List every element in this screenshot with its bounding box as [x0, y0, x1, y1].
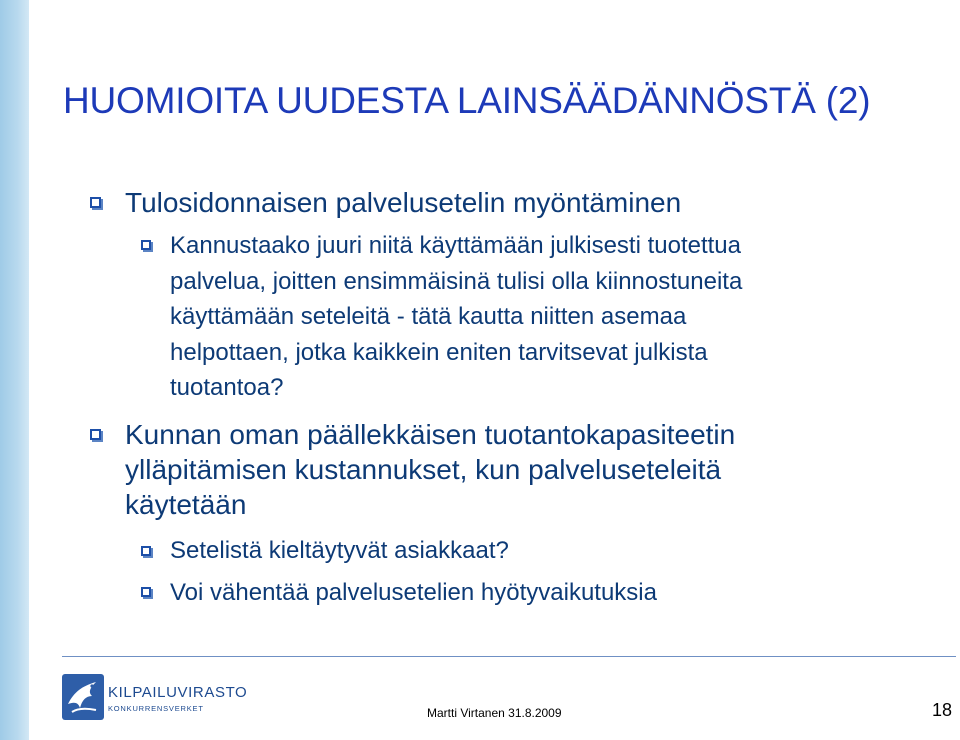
bullet-line: käytetään [125, 489, 247, 520]
logo-name: KILPAILUVIRASTO [108, 684, 248, 701]
footer-author-date: Martti Virtanen 31.8.2009 [427, 706, 562, 720]
square-bullet-icon [90, 429, 101, 440]
sub-bullet-line: Kannustaako juuri niitä käyttämään julkisesti tuotettua [170, 232, 741, 259]
sub-bullet-line: palvelua, joitten ensimmäisinä tulisi olla kiinnostuneita [170, 268, 743, 295]
dove-logo-icon [62, 674, 104, 720]
logo-subtitle: KONKURRENSVERKET [108, 704, 204, 713]
bullet-text: Tulosidonnaisen palvelusetelin myöntäminen [125, 187, 682, 218]
square-bullet-icon [141, 240, 151, 250]
sub-bullet-line: tuotantoa? [170, 374, 284, 401]
square-bullet-icon [90, 197, 101, 208]
bullet-line: ylläpitämisen kustannukset, kun palveluseteleitä [125, 454, 722, 485]
page-number: 18 [931, 700, 952, 720]
sub-bullet-line: Setelistä kieltäytyvät asiakkaat? [170, 537, 509, 564]
footer-divider [62, 656, 956, 657]
sub-bullet-line: helpottaen, jotka kaikkein eniten tarvitsevat julkista [170, 339, 708, 366]
square-bullet-icon [141, 587, 151, 597]
sub-bullet-line: Voi vähentää palvelusetelien hyötyvaikutuksia [170, 579, 657, 606]
square-bullet-icon [141, 546, 151, 556]
kilpailuvirasto-logo [62, 672, 252, 722]
slide-title: HUOMIOITA UUDESTA LAINSÄÄDÄNNÖSTÄ (2) [63, 80, 871, 121]
bullet-line: Kunnan oman päällekkäisen tuotantokapasiteetin [125, 419, 736, 450]
sub-bullet-line: käyttämään seteleitä - tätä kautta niitten asemaa [170, 303, 687, 330]
